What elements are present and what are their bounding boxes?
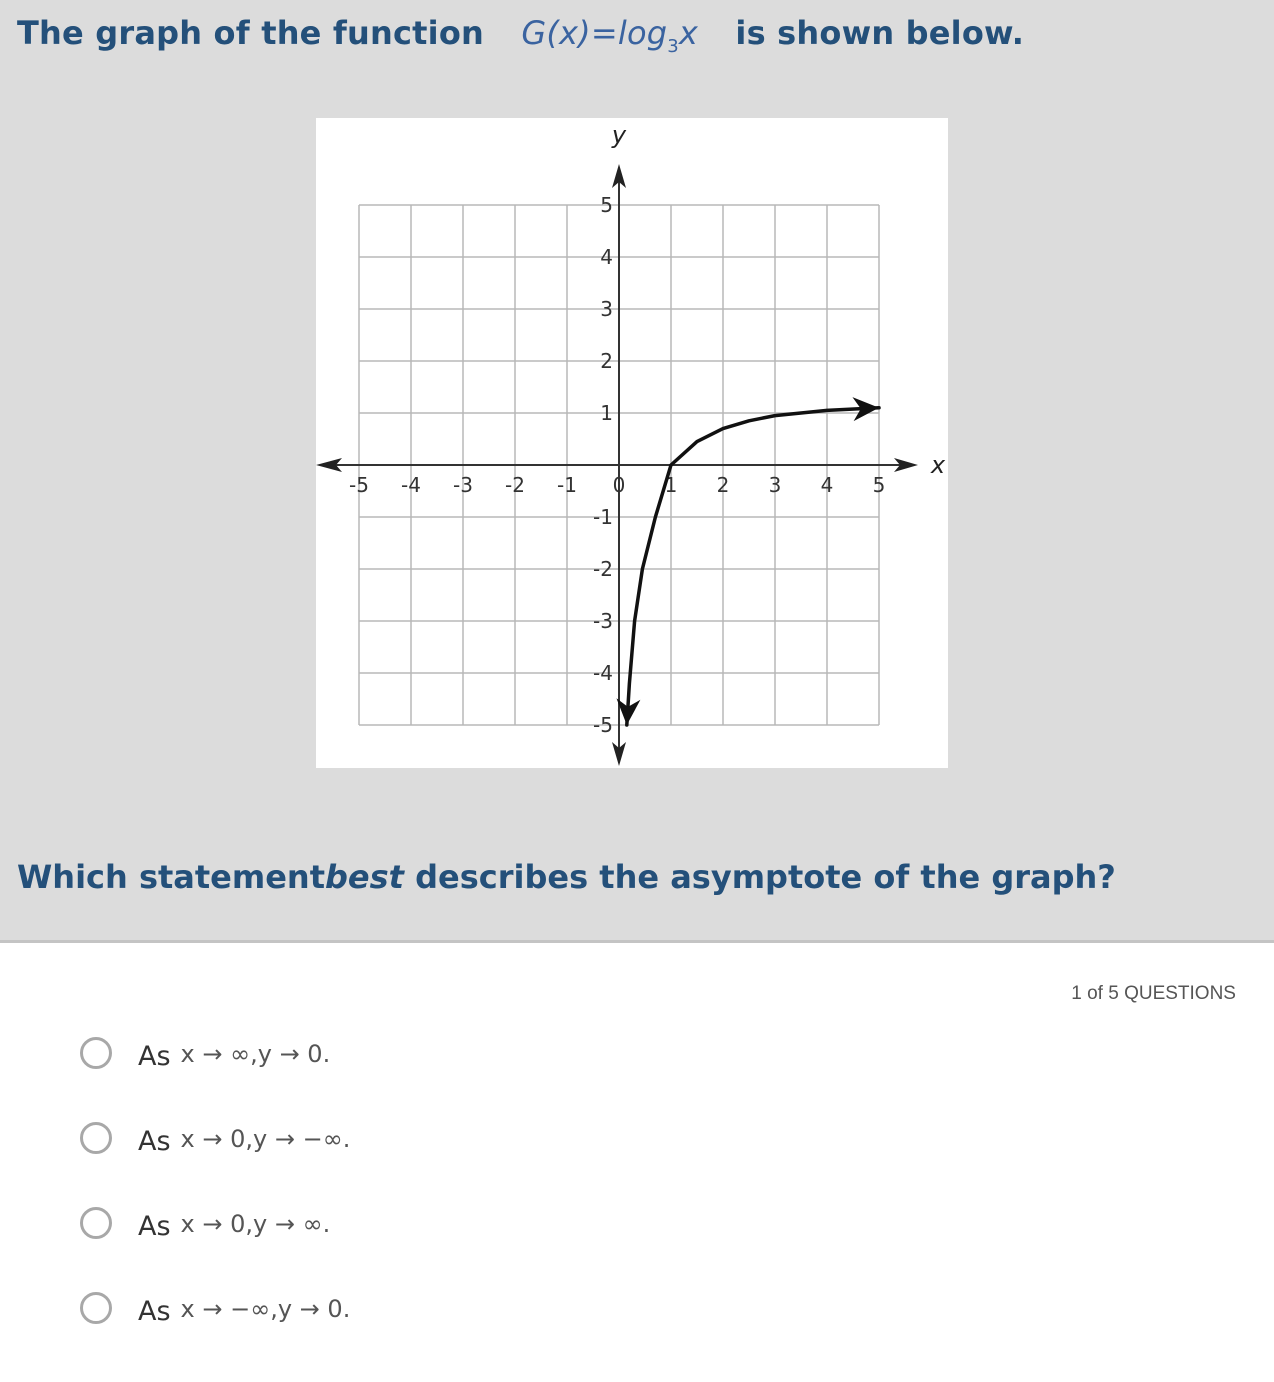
radio-button[interactable] [80,1037,112,1069]
x-tick-label: 0 [612,473,626,497]
y-axis-label: y [611,121,627,149]
option-math: x → −∞,y → 0. [180,1295,351,1323]
asymptote-question-emphasis: best [325,858,404,896]
function-graph [316,118,948,768]
radio-button[interactable] [80,1207,112,1239]
y-tick-label: -2 [593,557,613,581]
radio-button[interactable] [80,1122,112,1154]
y-tick-label: -1 [593,505,613,529]
function-expression [521,14,699,57]
x-tick-label: -1 [557,473,577,497]
option-math: x → 0,y → −∞. [180,1125,351,1153]
y-tick-label: 3 [600,297,613,321]
y-tick-label: -3 [593,609,613,633]
x-tick-label: 3 [768,473,782,497]
option-prefix: As [138,1210,171,1242]
prompt-text-before: The graph of the function [17,14,485,52]
option-math: x → 0,y → ∞. [180,1210,331,1238]
y-tick-label: 5 [600,193,613,217]
x-tick-label: 5 [872,473,886,497]
x-tick-label: -5 [349,473,369,497]
x-tick-label: 1 [664,473,678,497]
radio-button[interactable] [80,1292,112,1324]
asymptote-question-after: describes the asymptote of the graph? [403,858,1116,896]
x-tick-label: -3 [453,473,473,497]
question-progress: 1 of 5 QUESTIONS [1071,983,1236,1004]
answer-option-4[interactable] [80,1288,350,1328]
y-tick-label: -4 [593,661,613,685]
x-axis-label: x [930,451,946,479]
function-argument: x [678,14,699,52]
function-curve [627,408,879,725]
answer-option-3[interactable] [80,1203,330,1243]
x-tick-label: -2 [505,473,525,497]
x-tick-label: 2 [716,473,730,497]
option-prefix: As [138,1040,171,1072]
answer-option-1[interactable] [80,1033,330,1073]
function-name: G(x)=log [521,14,668,52]
prompt-text-after: is shown below. [735,14,1025,52]
asymptote-question [17,858,1116,896]
option-math: x → ∞,y → 0. [180,1040,331,1068]
answer-option-2[interactable] [80,1118,350,1158]
y-tick-label: -5 [593,713,613,737]
option-prefix: As [138,1125,171,1157]
x-tick-label: -4 [401,473,421,497]
y-tick-label: 2 [600,349,613,373]
question-prompt [17,14,1024,57]
log-base: 3 [667,36,679,57]
y-tick-label: 4 [600,245,613,269]
asymptote-question-before: Which statement [17,858,325,896]
graph-svg [316,118,948,768]
option-prefix: As [138,1295,171,1327]
x-tick-label: 4 [820,473,834,497]
y-tick-label: 1 [600,401,613,425]
